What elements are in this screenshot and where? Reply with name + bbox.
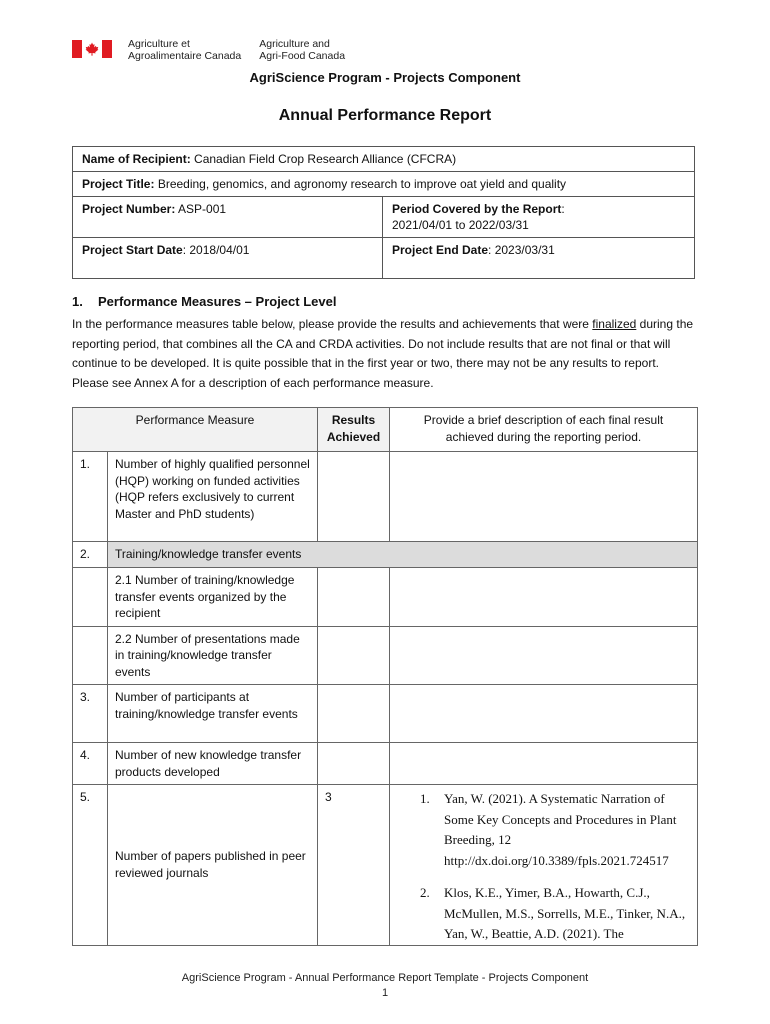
project-number-value: ASP-001 [178,202,227,216]
reference-number: 2. [420,885,430,900]
number-period-row [73,197,695,238]
canada-flag-icon [72,40,112,58]
reference-text: Klos, K.E., Yimer, B.A., Howarth, C.J., McMullen, M.S., Sorrells, M.E., Tinker, N.A., Yan, W., Beattie, A.D. (2021). The [444,885,686,941]
reference-text: Yan, W. (2021). A Systematic Narration of Some Key Concepts and Procedures in Plant Breeding, 12 http://dx.doi.org/10.3389/fpls.2021.724517 [444,791,677,868]
period-value: 2021/04/01 to 2022/03/31 [392,218,529,232]
project-title-row [73,172,695,197]
page-number: 1 [381,987,389,999]
row-result: 3 [318,785,390,946]
table-row [73,743,698,785]
period-colon: : [561,202,565,216]
start-date-label: Project Start Date [82,243,183,257]
recipient-label: Name of Recipient: [82,152,191,166]
project-title-label: Project Title: [82,177,155,191]
reference-list [390,785,697,945]
row-measure: Number of papers published in peer reviewed journals [108,785,318,946]
start-date-cell [73,238,383,279]
row-number: 5. [73,785,108,946]
row-description [390,568,698,627]
end-date-label: Project End Date [392,243,489,257]
row-measure-group-heading: Training/knowledge transfer events [108,542,698,568]
table-row [73,785,698,946]
row-result [318,743,390,785]
row-number [73,568,108,627]
recipient-cell [73,147,695,172]
logo-french-text [128,38,241,62]
table-row [73,568,698,627]
section-title: Performance Measures – Project Level [98,294,337,309]
logo-english-line2: Agri-Food Canada [259,50,346,62]
table-row [73,685,698,743]
logo-french-line2: Agroalimentaire Canada [128,50,242,62]
header-measure: Performance Measure [73,408,318,452]
performance-measures-table [72,407,698,946]
row-description [390,452,698,542]
project-number-cell [73,197,383,238]
intro-after: during the reporting period, that combines all the CA and CRDA activities. Do not include results that are not final or that will continue to be developed. It is quite possible that in the first year or two, there may not be any results to report. Please see Annex A for a description of each performance measure. [72,317,694,390]
row-result [318,626,390,685]
reference-item [420,883,687,945]
section-intro [72,315,697,393]
project-info-table [72,146,695,279]
dates-row [73,238,695,279]
row-description [390,685,698,743]
row-measure: 2.1 Number of training/knowledge transfer events organized by the recipient [108,568,318,627]
period-label: Period Covered by the Report [392,202,562,216]
project-title-value: Breeding, genomics, and agronomy research to improve oat yield and quality [157,177,567,191]
program-title: AgriScience Program - Projects Component [249,70,521,85]
row-number: 2. [73,542,108,568]
table-row [73,452,698,542]
row-result [318,568,390,627]
header-results: Results Achieved [318,408,390,452]
intro-underlined: finalized [592,317,637,331]
row-description [390,785,698,946]
project-title-cell [73,172,695,197]
report-title: Annual Performance Report [278,107,492,124]
table-row [73,626,698,685]
page-footer [0,971,770,1001]
aafc-logo [72,38,345,62]
recipient-row [73,147,695,172]
recipient-value: Canadian Field Crop Research Alliance (CFCRA) [194,152,457,166]
reference-number: 1. [420,791,430,806]
row-number [73,626,108,685]
intro-before: In the performance measures table below, please provide the results and achievements that were [72,317,593,331]
reference-item [420,789,687,871]
row-measure: 2.2 Number of presentations made in training/knowledge transfer events [108,626,318,685]
row-result [318,685,390,743]
row-result [318,452,390,542]
row-number: 1. [73,452,108,542]
row-number: 4. [73,743,108,785]
period-cell [383,197,695,238]
section-heading [72,294,336,309]
end-date-cell [383,238,695,279]
row-measure: Number of participants at training/knowledge transfer events [108,685,318,743]
end-date-value: : 2023/03/31 [488,243,555,257]
row-description [390,626,698,685]
logo-english-text [259,38,345,62]
header-description: Provide a brief description of each final result achieved during the reporting period. [390,408,698,452]
start-date-value: : 2018/04/01 [182,243,250,257]
row-measure: Number of highly qualified personnel (HQP) working on funded activities (HQP refers exclusively to current Master and PhD students) [108,452,318,542]
row-description [390,743,698,785]
table-row [73,542,698,568]
logo-french-line1: Agriculture et [128,38,190,50]
footer-text: AgriScience Program - Annual Performance Report Template - Projects Component [181,972,589,984]
section-number: 1. [72,294,83,309]
row-number: 3. [73,685,108,743]
project-number-label: Project Number: [82,202,176,216]
table-header-row [73,408,698,452]
logo-english-line1: Agriculture and [259,38,330,50]
row-measure: Number of new knowledge transfer products developed [108,743,318,785]
